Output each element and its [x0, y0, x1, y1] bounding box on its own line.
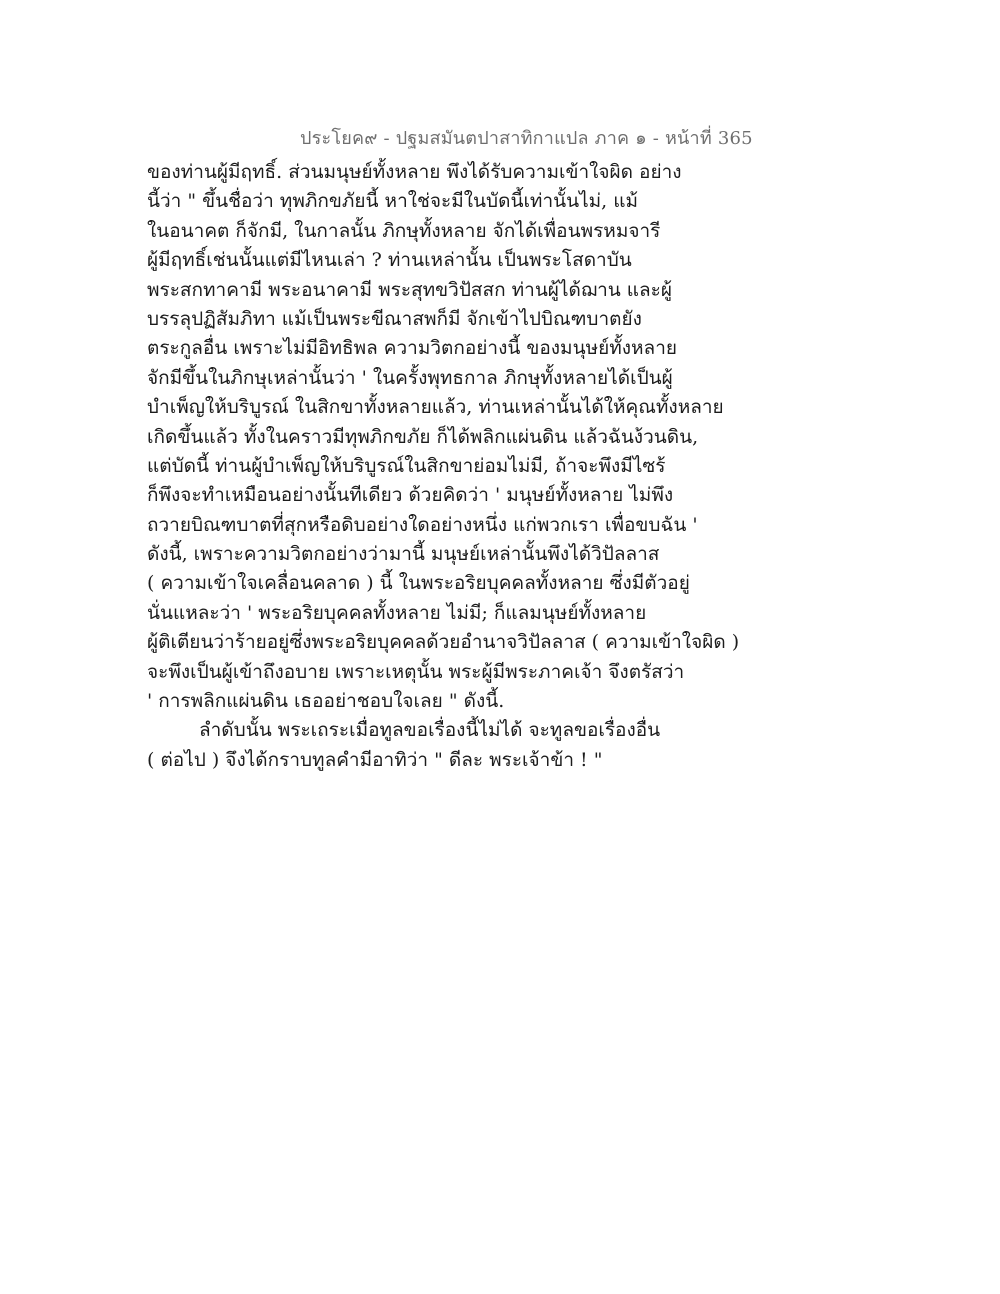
text-line: ดังนี้, เพราะความวิตกอย่างว่ามานี้ มนุษย์เหล่านั้นพึงได้วิปัลลาส	[147, 543, 660, 566]
text-line: แต่บัดนี้ ท่านผู้บำเพ็ญให้บริบูรณ์ในสิกขาย่อมไม่มี, ถ้าจะพึงมีไซร้	[147, 454, 666, 477]
text-line: ในอนาคต ก็จักมี, ในกาลนั้น ภิกษุทั้งหลาย จักได้เพื่อนพรหมจารี	[147, 219, 661, 242]
text-line: ก็พึงจะทำเหมือนอย่างนั้นทีเดียว ด้วยคิดว่า ' มนุษย์ทั้งหลาย ไม่พึง	[147, 484, 674, 507]
text-line: ถวายบิณฑบาตที่สุกหรือดิบอย่างใดอย่างหนึ่ง แก่พวกเรา เพื่อขบฉัน '	[147, 513, 698, 536]
text-line: ( ต่อไป ) จึงได้กราบทูลคำมีอาทิว่า " ดีละ พระเจ้าข้า ! "	[147, 748, 603, 771]
paragraph-start-line: ลำดับนั้น พระเถระเมื่อทูลขอเรื่องนี้ไม่ได้ จะทูลขอเรื่องอื่น	[199, 719, 661, 742]
text-line: นั่นแหละว่า ' พระอริยบุคคลทั้งหลาย ไม่มี; ก็แลมนุษย์ทั้งหลาย	[147, 601, 647, 624]
text-line: ผู้มีฤทธิ์เช่นนั้นแต่มีไหนเล่า ? ท่านเหล่านั้น เป็นพระโสดาบัน	[147, 249, 632, 272]
text-line: นี้ว่า " ขึ้นชื่อว่า ทุพภิกขภัยนี้ หาใช่จะมีในบัดนี้เท่านั้นไม่, แม้	[147, 190, 639, 213]
running-header: ประโยค๙ - ปฐมสมันตปาสาทิกาแปล ภาค ๑ - หน้าที่ 365	[300, 128, 753, 149]
body-text	[147, 158, 747, 775]
text-line: บรรลุปฏิสัมภิทา แม้เป็นพระขีณาสพก็มี จักเข้าไปบิณฑบาตยัง	[147, 307, 642, 330]
text-line: เกิดขึ้นแล้ว ทั้งในคราวมีทุพภิกขภัย ก็ได้พลิกแผ่นดิน แล้วฉันง้วนดิน,	[147, 425, 699, 448]
text-line: บำเพ็ญให้บริบูรณ์ ในสิกขาทั้งหลายแล้ว, ท่านเหล่านั้นได้ให้คุณทั้งหลาย	[147, 396, 724, 419]
text-line: พระสกทาคามี พระอนาคามี พระสุทขวิปัสสก ท่านผู้ได้ฌาน และผู้	[147, 278, 672, 301]
text-line: ( ความเข้าใจเคลื่อนคลาด ) นี้ ในพระอริยบุคคลทั้งหลาย ซึ่งมีตัวอยู่	[147, 572, 690, 595]
text-line: จักมีขึ้นในภิกษุเหล่านั้นว่า ' ในครั้งพุทธกาล ภิกษุทั้งหลายได้เป็นผู้	[147, 366, 673, 389]
text-line: ' การพลิกแผ่นดิน เธออย่าชอบใจเลย " ดังนี้.	[147, 690, 505, 713]
text-line: จะพึงเป็นผู้เข้าถึงอบาย เพราะเหตุนั้น พระผู้มีพระภาคเจ้า จึงตรัสว่า	[147, 660, 685, 683]
text-line: ของท่านผู้มีฤทธิ์. ส่วนมนุษย์ทั้งหลาย พึงได้รับความเข้าใจผิด อย่าง	[147, 161, 682, 183]
text-line: ตระกูลอื่น เพราะไม่มีอิทธิพล ความวิตกอย่างนี้ ของมนุษย์ทั้งหลาย	[147, 337, 677, 360]
text-line: ผู้ติเตียนว่าร้ายอยู่ซึ่งพระอริยบุคคลด้วยอำนาจวิปัลลาส ( ความเข้าใจผิด )	[147, 631, 740, 654]
